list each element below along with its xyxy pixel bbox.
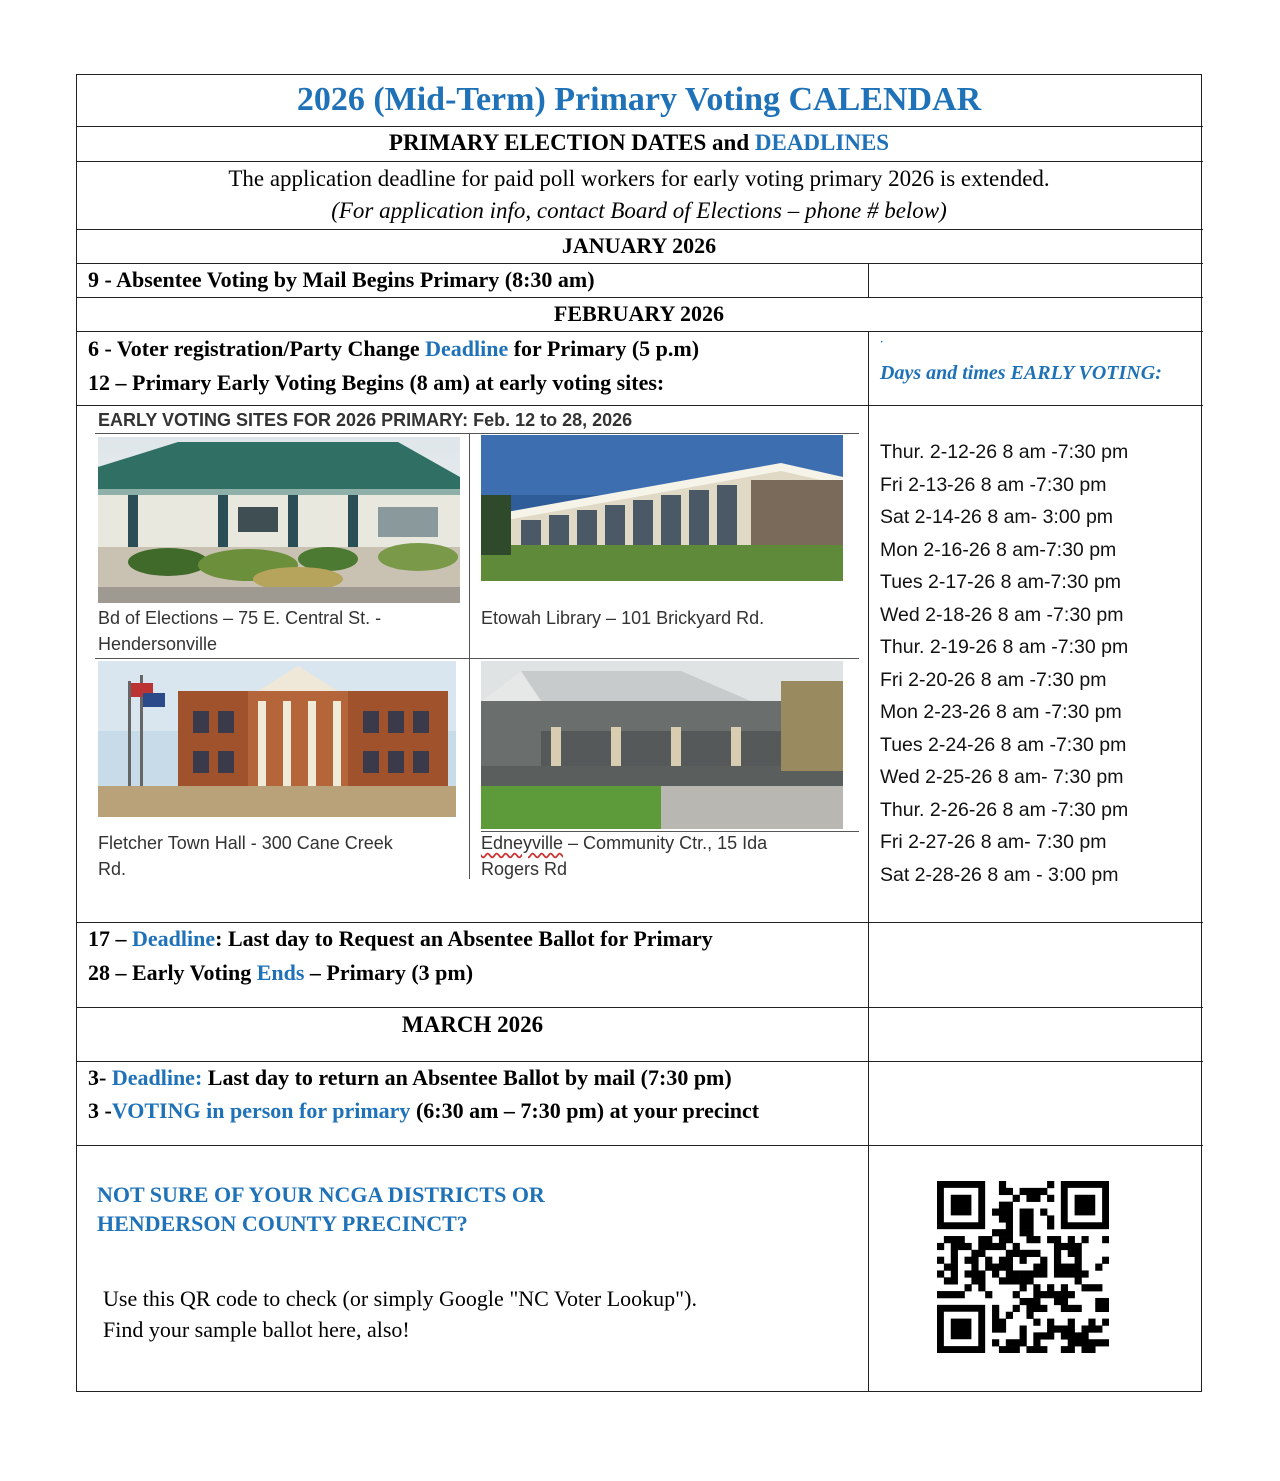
row-divider [77, 922, 1203, 923]
subtitle-deadlines: DEADLINES [754, 130, 890, 155]
early-voting-time: Wed 2-18-26 8 am -7:30 pm [880, 603, 1124, 626]
row-divider [77, 297, 1203, 298]
bullet-dot: · [880, 337, 884, 348]
lookup-heading-line-2: HENDERSON COUNTY PRECINCT? [97, 1211, 468, 1236]
site-1-line-2: Hendersonville [98, 634, 218, 654]
month-heading-march: MARCH 2026 [401, 1012, 544, 1037]
site-2-line-1: Etowah Library – 101 Brickyard Rd. [481, 608, 765, 628]
calendar-table [76, 74, 1202, 1392]
row-divider [77, 1007, 1203, 1008]
sites-heading-rule [95, 433, 859, 434]
early-voting-time: Tues 2-17-26 8 am-7:30 pm [880, 571, 1121, 593]
notice-line-1: The application deadline for paid poll workers for early voting primary 2026 is extended. [228, 166, 1050, 191]
subtitle-text: PRIMARY ELECTION DATES and [388, 130, 755, 155]
early-voting-time: Sat 2-14-26 8 am- 3:00 pm [880, 506, 1114, 528]
row-divider [77, 161, 1203, 162]
row-divider [77, 1145, 1203, 1146]
lookup-heading-line-1: NOT SURE OF YOUR NCGA DISTRICTS OR [97, 1182, 545, 1207]
february-item-absentee-request: 17 – Deadline: Last day to Request an Absentee Ballot for Primary [88, 926, 713, 951]
column-divider [868, 331, 869, 1392]
sites-heading: EARLY VOTING SITES FOR 2026 PRIMARY: Feb. 12 to 28, 2026 [98, 410, 633, 430]
etowah-library-photo [481, 435, 843, 581]
notice-line-2: (For application info, contact Board of Elections – phone # below) [331, 198, 947, 223]
site-4-name: Edneyville [481, 833, 564, 853]
february-item-early-voting: 12 – Primary Early Voting Begins (8 am) at early voting sites: [88, 370, 665, 395]
early-voting-time: Mon 2-23-26 8 am -7:30 pm [880, 701, 1122, 723]
early-voting-time: Fri 2-13-26 8 am -7:30 pm [880, 473, 1107, 496]
month-heading-february: FEBRUARY 2026 [553, 301, 725, 326]
early-voting-time: Fri 2-20-26 8 am -7:30 pm [880, 668, 1107, 691]
fletcher-town-hall-photo [98, 661, 456, 817]
ends-highlight: Ends [256, 960, 305, 985]
early-voting-time: Fri 2-27-26 8 am- 7:30 pm [880, 831, 1107, 853]
deadline-highlight: Deadline [132, 926, 216, 951]
row-divider [77, 263, 1203, 264]
site-4-line-1: Edneyville – Community Ctr., 15 Ida [481, 833, 768, 853]
early-voting-time: Tues 2-24-26 8 am -7:30 pm [880, 733, 1127, 756]
row-divider [77, 331, 1203, 332]
deadline-highlight: Deadline: [111, 1065, 203, 1090]
voting-highlight: VOTING in person for primary [111, 1098, 411, 1123]
january-item: 9 - Absentee Voting by Mail Begins Primary (8:30 am) [88, 267, 595, 292]
row-divider [77, 126, 1203, 127]
site-3-line-1: Fletcher Town Hall - 300 Cane Creek [98, 833, 393, 853]
early-voting-time: Thur. 2-12-26 8 am -7:30 pm [880, 441, 1129, 463]
march-item-absentee-return: 3- Deadline: Last day to return an Absentee Ballot by mail (7:30 pm) [88, 1065, 732, 1090]
sites-row-divider [95, 658, 859, 659]
site-1-line-1: Bd of Elections – 75 E. Central St. - [98, 608, 382, 628]
row-divider [77, 229, 1203, 230]
early-voting-time: Sat 2-28-26 8 am - 3:00 pm [880, 863, 1119, 886]
lookup-body-line-1: Use this QR code to check (or simply Google "NC Voter Lookup"). [103, 1286, 697, 1311]
page-title: 2026 (Mid-Term) Primary Voting CALENDAR [296, 81, 982, 118]
edneyville-community-center-photo [481, 661, 843, 829]
month-heading-january: JANUARY 2026 [561, 233, 717, 258]
early-voting-time: Thur. 2-19-26 8 am -7:30 pm [880, 636, 1129, 658]
early-voting-label: Days and times EARLY VOTING: [880, 362, 1162, 384]
deadline-highlight: Deadline [425, 336, 509, 361]
march-item-voting-in-person: 3 -VOTING in person for primary (6:30 am – 7:30 pm) at your precinct [88, 1098, 760, 1123]
february-item-registration: 6 - Voter registration/Party Change Deadline for Primary (5 p.m) [88, 336, 700, 361]
site-4-line-2: Rogers Rd [481, 859, 568, 879]
column-divider [868, 263, 869, 297]
board-of-elections-photo [98, 437, 460, 603]
site-3-line-2: Rd. [98, 859, 127, 879]
section-subtitle [77, 129, 1201, 157]
lookup-body-line-2: Find your sample ballot here, also! [103, 1317, 410, 1342]
row-divider [77, 1061, 1203, 1062]
early-voting-time: Mon 2-16-26 8 am-7:30 pm [880, 538, 1117, 561]
early-voting-times-list [880, 436, 1128, 891]
early-voting-time: Thur. 2-26-26 8 am -7:30 pm [880, 798, 1129, 821]
early-voting-time: Wed 2-25-26 8 am- 7:30 pm [880, 766, 1124, 788]
row-divider [77, 405, 1203, 406]
sites-column-divider [469, 433, 470, 879]
qr-code-icon[interactable] [937, 1181, 1109, 1353]
february-item-early-voting-ends: 28 – Early Voting Ends – Primary (3 pm) [88, 960, 474, 985]
